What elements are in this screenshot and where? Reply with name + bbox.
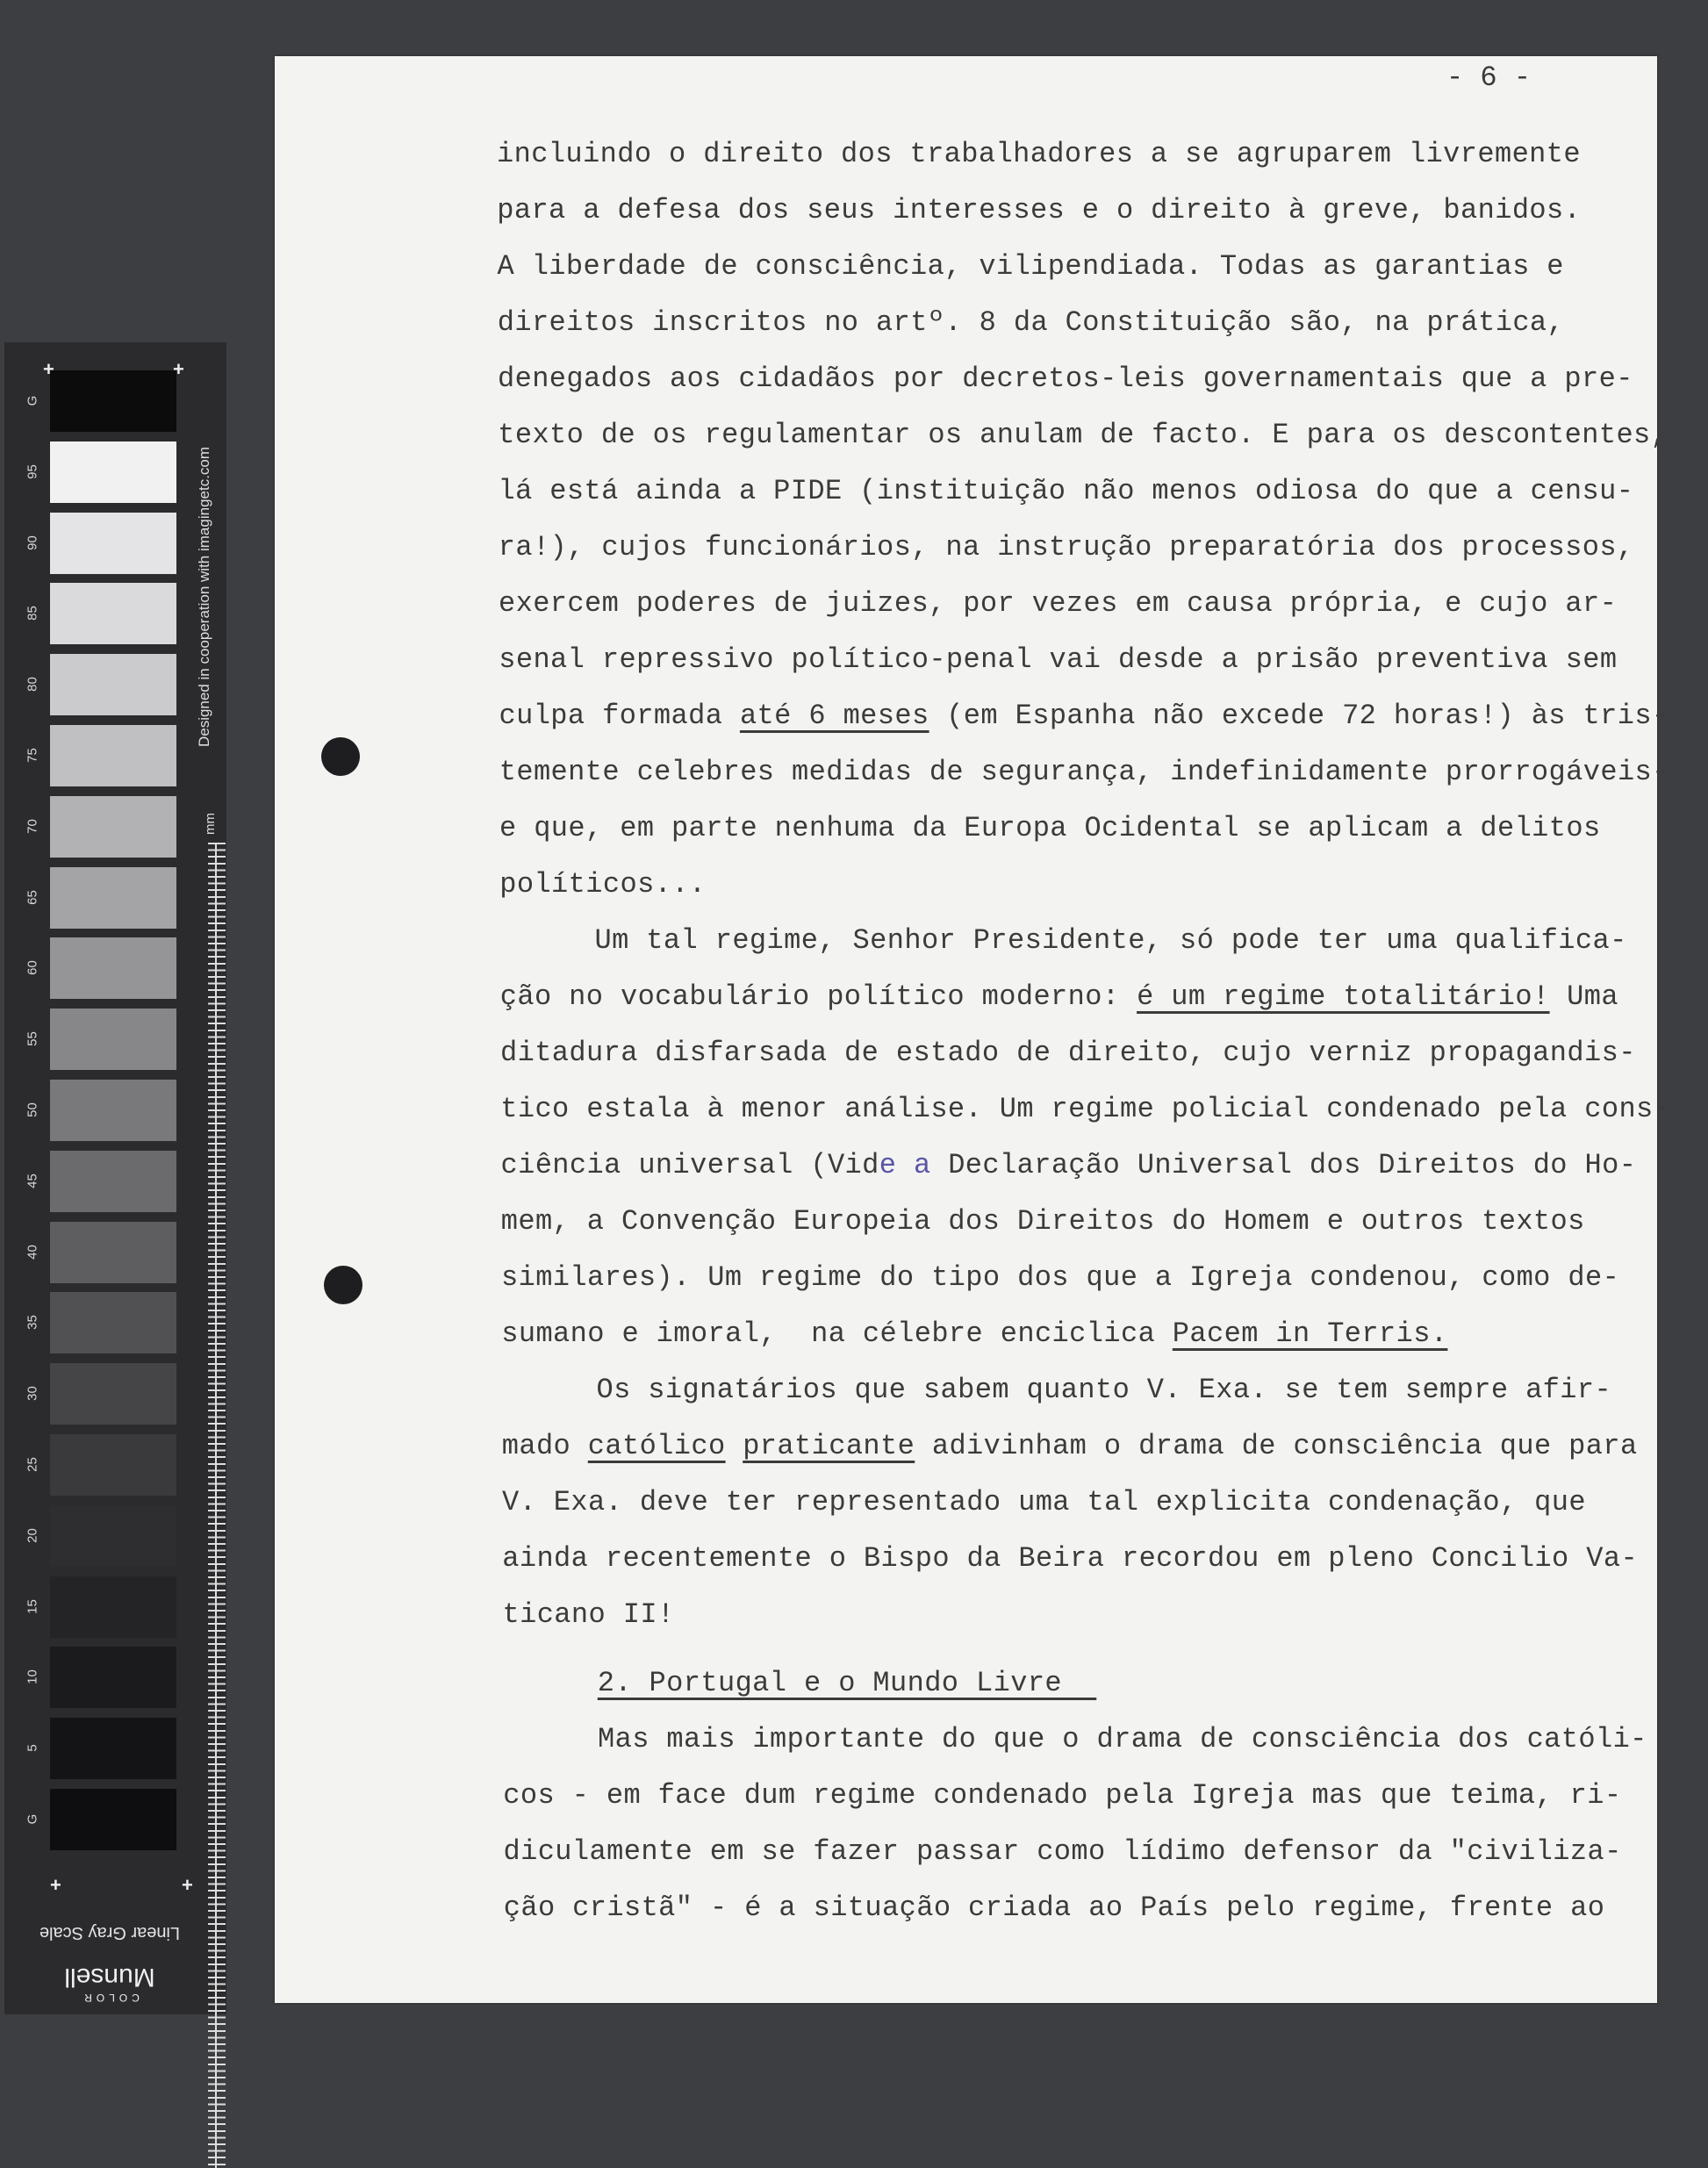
text-line — [501, 1204, 1585, 1239]
underlined-text: Pacem in Terris. — [1172, 1317, 1448, 1350]
text-line — [501, 1317, 1447, 1352]
patch-label: 90 — [25, 535, 40, 550]
text-segment: ção cristã" - é a situação criada ao País pelo regime, frente ao — [503, 1892, 1605, 1924]
text-segment: similares). Um regime do tipo dos que a Igreja condenou, como de- — [501, 1261, 1620, 1294]
text-segment: Um tal regime, Senhor Presidente, só pode ter uma qualifica- — [594, 924, 1627, 957]
text-segment: (em Espanha não excede 72 horas!) às tris- — [929, 700, 1669, 732]
patch-label: 35 — [25, 1315, 40, 1331]
gray-patch — [50, 1292, 176, 1353]
patch-label: 50 — [25, 1102, 40, 1117]
gray-patch — [50, 725, 176, 786]
text-line — [595, 923, 1627, 958]
section-heading — [598, 1666, 1097, 1701]
text-segment: ra!), cujos funcionários, na instrução preparatória dos processos, — [498, 531, 1634, 564]
registration-mark: + — [50, 1874, 61, 1896]
text-line — [500, 1036, 1636, 1071]
text-segment: A liberdade de consciência, vilipendiada. Todas as garantias e — [497, 250, 1564, 283]
text-segment: e que, em parte nenhuma da Europa Ocidental se aplicam a delitos — [499, 812, 1601, 844]
text-segment: Declaração Universal dos Direitos do Ho- — [930, 1149, 1637, 1181]
ruler-unit: mm — [203, 813, 218, 835]
gray-patch — [50, 1434, 176, 1496]
brand-sub: COLOR — [80, 1992, 140, 2004]
text-line — [498, 305, 1564, 341]
text-line — [598, 1722, 1647, 1757]
text-line — [498, 249, 1564, 284]
text-segment: ticano II! — [502, 1598, 675, 1631]
text-segment: direitos inscritos no artº. 8 da Constituição são, na prática, — [497, 306, 1565, 339]
patch-label: 15 — [25, 1598, 40, 1614]
brand-name: Munsell — [64, 1963, 155, 1992]
gray-patch — [50, 1009, 176, 1070]
gray-patch — [50, 867, 176, 929]
text-line — [500, 1092, 1670, 1127]
registration-mark: + — [182, 1874, 193, 1896]
underlined-text: católico — [587, 1430, 726, 1462]
gray-patch — [50, 1222, 176, 1283]
gray-patch — [50, 1576, 176, 1638]
mm-ruler — [208, 843, 226, 2168]
text-line — [501, 1260, 1619, 1296]
page-number: - 6 - — [1446, 61, 1532, 94]
text-segment: ditadura disfarsada de estado de direito, cujo verniz propagandis- — [500, 1037, 1636, 1069]
text-line — [503, 1778, 1621, 1813]
text-line — [504, 1891, 1605, 1926]
punch-hole — [321, 737, 360, 776]
gray-patch — [50, 441, 176, 503]
text-line — [504, 1834, 1622, 1870]
text-line — [497, 137, 1581, 172]
text-segment: lá está ainda a PIDE (instituição não menos odiosa do que a censu- — [498, 475, 1634, 507]
underlined-text: 2. Portugal e o Mundo Livre — [597, 1667, 1097, 1699]
text-line — [499, 643, 1617, 678]
gray-patch — [50, 370, 176, 432]
text-segment: Uma — [1549, 980, 1618, 1013]
handwritten-correction: e a — [879, 1149, 931, 1181]
text-segment: adivinham o drama de consciência que para — [915, 1430, 1638, 1462]
text-line — [597, 1373, 1612, 1408]
gray-patch — [50, 1080, 176, 1141]
text-segment: tico estala à menor análise. Um regime policial condenado pela cons- — [500, 1093, 1671, 1125]
gray-patch — [50, 796, 176, 858]
text-line — [499, 811, 1601, 846]
patch-label: 55 — [25, 1031, 40, 1047]
registration-mark: + — [173, 358, 184, 380]
text-line — [497, 193, 1581, 228]
text-line — [499, 530, 1634, 565]
text-segment: texto de os regulamentar os anulam de facto. E para os descontentes, — [498, 419, 1669, 451]
text-line — [502, 1541, 1638, 1576]
patch-label: 45 — [25, 1173, 40, 1188]
patch-label: 60 — [25, 960, 40, 976]
underlined-text: é um regime totalitário! — [1137, 980, 1550, 1013]
text-segment: Mas mais importante do que o drama de consciência dos católi- — [598, 1723, 1647, 1755]
text-segment: ainda recentemente o Bispo da Beira recordou em pleno Concilio Va- — [502, 1542, 1639, 1575]
patch-label: 85 — [25, 606, 40, 621]
text-segment: exercem poderes de juizes, por vezes em causa própria, e cujo ar- — [499, 587, 1618, 620]
text-segment: denegados aos cidadãos por decretos-leis governamentais que a pre- — [498, 363, 1633, 395]
text-line — [501, 1148, 1637, 1183]
text-segment: incluindo o direito dos trabalhadores a se agruparem livremente — [497, 138, 1581, 170]
patch-label: 70 — [25, 818, 40, 834]
gray-patch — [50, 1647, 176, 1708]
text-line — [499, 867, 706, 902]
text-segment: ciência universal (Vid — [500, 1149, 879, 1181]
text-segment: mem, a Convenção Europeia dos Direitos do Homem e outros textos — [500, 1205, 1585, 1238]
gray-patch — [50, 1151, 176, 1212]
gray-patch — [50, 513, 176, 574]
gray-patch — [50, 583, 176, 644]
patch-label: 95 — [25, 463, 40, 479]
text-segment: para a defesa dos seus interesses e o direito à greve, banidos. — [497, 194, 1582, 226]
text-line — [499, 755, 1669, 790]
patch-label: 80 — [25, 677, 40, 693]
text-segment: diculamente em se fazer passar como lídimo defensor da "civiliza- — [503, 1835, 1622, 1868]
gray-patch — [50, 1789, 176, 1850]
text-segment: mado — [501, 1430, 588, 1462]
card-title: Linear Gray Scale — [39, 1923, 181, 1942]
text-segment: Os signatários que sabem quanto V. Exa. se tem sempre afir- — [596, 1374, 1612, 1406]
patch-label: 5 — [25, 1744, 40, 1752]
registration-mark: + — [43, 358, 54, 380]
text-line — [498, 418, 1668, 453]
punch-hole — [324, 1266, 362, 1304]
patch-label: 25 — [25, 1457, 40, 1472]
gray-patch — [50, 1363, 176, 1425]
underlined-text: praticante — [743, 1430, 915, 1462]
text-line — [503, 1597, 675, 1633]
text-segment: cos - em face dum regime condenado pela Igreja mas que teima, ri- — [503, 1779, 1622, 1812]
text-line — [502, 1485, 1586, 1520]
patch-label: 65 — [25, 889, 40, 905]
patch-label: 20 — [25, 1527, 40, 1543]
gray-patch — [50, 654, 176, 715]
underlined-text: até 6 meses — [739, 700, 929, 732]
document-page — [275, 56, 1671, 2003]
patch-label: 40 — [25, 1244, 40, 1260]
text-line — [499, 699, 1669, 734]
patch-label: 30 — [25, 1386, 40, 1402]
patch-label: 10 — [25, 1669, 40, 1685]
text-line — [502, 1429, 1638, 1464]
credit-text: Designed in cooperation with imagingetc.com — [196, 446, 212, 748]
text-segment: ção no vocabulário político moderno: — [499, 980, 1137, 1013]
text-segment: V. Exa. deve ter representado uma tal explicita condenação, que — [502, 1486, 1586, 1518]
text-segment: políticos... — [499, 868, 707, 901]
text-line — [500, 980, 1618, 1015]
text-segment: culpa formada — [499, 700, 740, 732]
gray-patch — [50, 1505, 176, 1567]
patch-label: G — [25, 395, 40, 406]
text-segment: sumano e imoral, na célebre enciclica — [501, 1317, 1173, 1350]
munsell-logo — [22, 1962, 197, 2004]
gray-scale-card — [4, 342, 226, 2014]
text-segment — [726, 1430, 743, 1462]
text-line — [499, 586, 1617, 621]
gray-patch — [50, 937, 176, 999]
gray-patch — [50, 1718, 176, 1779]
text-line — [498, 362, 1633, 397]
mm-ruler-line — [215, 843, 217, 2168]
patch-label: 75 — [25, 748, 40, 763]
text-segment: temente celebres medidas de segurança, indefinidamente prorrogáveis- — [499, 756, 1669, 788]
text-line — [499, 474, 1634, 509]
text-segment: senal repressivo político-penal vai desde a prisão preventiva sem — [499, 643, 1618, 676]
patch-label: G — [25, 1813, 40, 1825]
